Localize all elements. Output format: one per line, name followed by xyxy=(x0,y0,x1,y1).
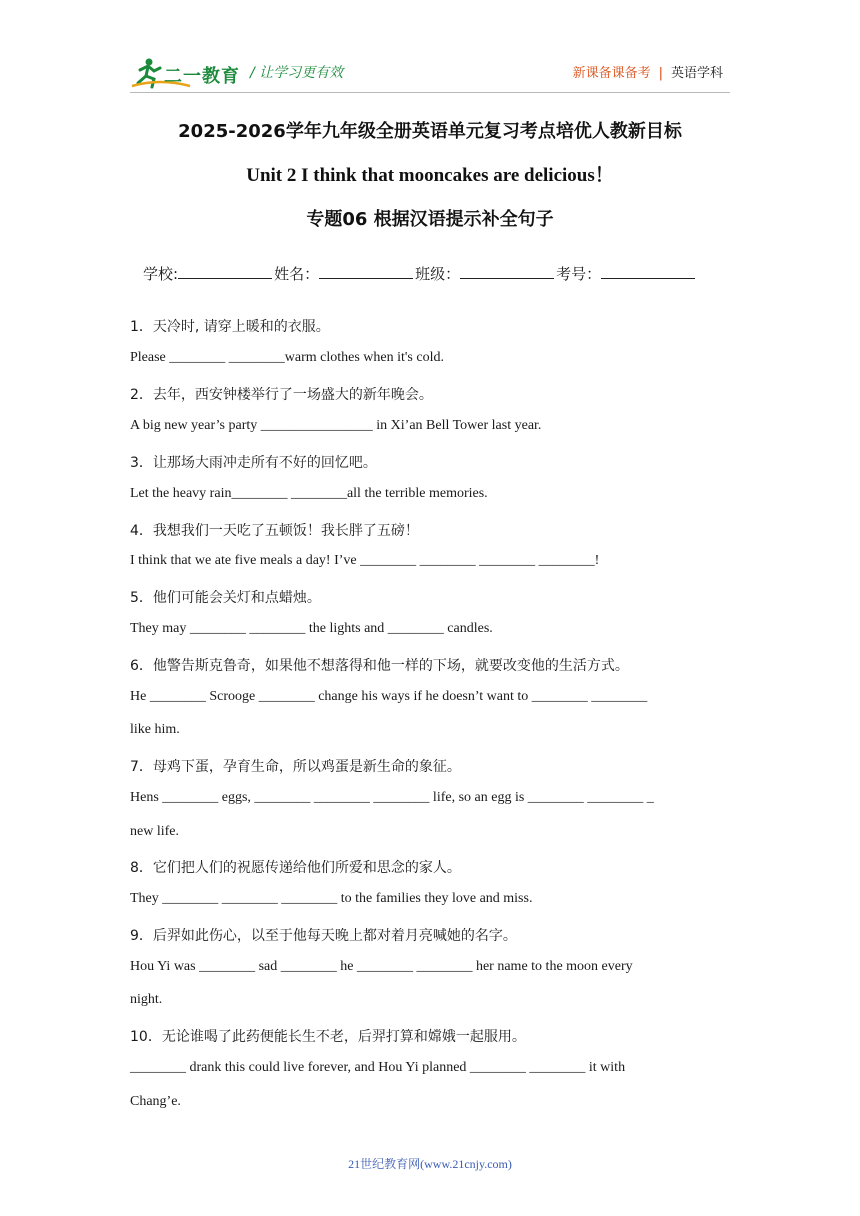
question-6-chinese: 6．他警告斯克鲁奇，如果他不想落得和他一样的下场，就要改变他的生活方式。 xyxy=(130,658,629,674)
question-6-english-cont: like him. xyxy=(130,722,180,737)
question-7-chinese: 7．母鸡下蛋，孕育生命，所以鸡蛋是新生命的象征。 xyxy=(130,759,461,775)
number-blank[interactable] xyxy=(601,264,695,279)
question-10-english-cont: Chang’e. xyxy=(130,1094,181,1109)
question-1-chinese: 1．天冷时, 请穿上暖和的衣服。 xyxy=(130,319,330,335)
question-8-english: They ________ ________ ________ to the families they love and miss. xyxy=(130,891,533,906)
question-3-chinese: 3．让那场大雨冲走所有不好的回忆吧。 xyxy=(130,455,377,471)
logo-text: 二一教育 xyxy=(164,66,240,87)
question-9-english-cont: night. xyxy=(130,992,163,1007)
tag-subject: 英语学科 xyxy=(670,66,723,81)
school-blank[interactable] xyxy=(178,264,272,279)
tag-prep: 新课备课备考 xyxy=(572,66,651,81)
header-divider xyxy=(130,92,730,93)
question-10-chinese: 10．无论谁喝了此药便能长生不老，后羿打算和嫦娥一起服用。 xyxy=(130,1029,526,1045)
question-6-english: He ________ Scrooge ________ change his ways if he doesn’t want to ________ ________ xyxy=(130,689,648,704)
question-9-english: Hou Yi was ________ sad ________ he ________ ________ her name to the moon every xyxy=(130,959,633,974)
footer-source: 21世纪教育网(www.21cnjy.com) xyxy=(348,1157,512,1171)
class-blank[interactable] xyxy=(460,264,554,279)
question-7-english: Hens ________ eggs, ________ ________ ________ life, so an egg is ________ ________ _ xyxy=(130,790,654,805)
question-4-chinese: 4．我想我们一天吃了五顿饭！我长胖了五磅！ xyxy=(130,523,419,539)
school-label: 学校: xyxy=(143,265,179,283)
header-tags xyxy=(573,62,723,81)
unit-title: Unit 2 I think that mooncakes are delicious！ xyxy=(246,165,614,186)
number-label: 考号： xyxy=(556,265,602,283)
question-1-english: Please ________ ________warm clothes when it's cold. xyxy=(130,350,444,365)
question-2-english: A big new year’s party ________________ in Xi’an Bell Tower last year. xyxy=(130,418,542,433)
topic-title: 专题06 根据汉语提示补全句子 xyxy=(306,209,554,230)
question-8-chinese: 8．它们把人们的祝愿传递给他们所爱和思念的家人。 xyxy=(130,860,461,876)
question-10-english: ________ drank this could live forever, and Hou Yi planned ________ ________ it with xyxy=(130,1060,626,1075)
question-4-english: I think that we ate five meals a day! I’ve ________ ________ ________ ________! xyxy=(130,553,600,568)
question-7-english-cont: new life. xyxy=(130,824,179,839)
name-label: 姓名： xyxy=(274,265,320,283)
main-title: 2025-2026学年九年级全册英语单元复习考点培优人教新目标 xyxy=(178,121,682,142)
student-info-row xyxy=(143,263,697,284)
question-5-english: They may ________ ________ the lights and ________ candles. xyxy=(130,621,493,636)
question-2-chinese: 2．去年，西安钟楼举行了一场盛大的新年晚会。 xyxy=(130,387,433,403)
class-label: 班级： xyxy=(415,265,461,283)
question-9-chinese: 9．后羿如此伤心，以至于他每天晚上都对着月亮喊她的名字。 xyxy=(130,928,517,944)
tag-separator: | xyxy=(658,66,663,81)
slogan: / 让学习更有效 xyxy=(250,65,344,81)
question-3-english: Let the heavy rain________ ________all the terrible memories. xyxy=(130,486,488,501)
question-5-chinese: 5．他们可能会关灯和点蜡烛。 xyxy=(130,590,321,606)
name-blank[interactable] xyxy=(319,264,413,279)
page-header xyxy=(0,0,860,100)
